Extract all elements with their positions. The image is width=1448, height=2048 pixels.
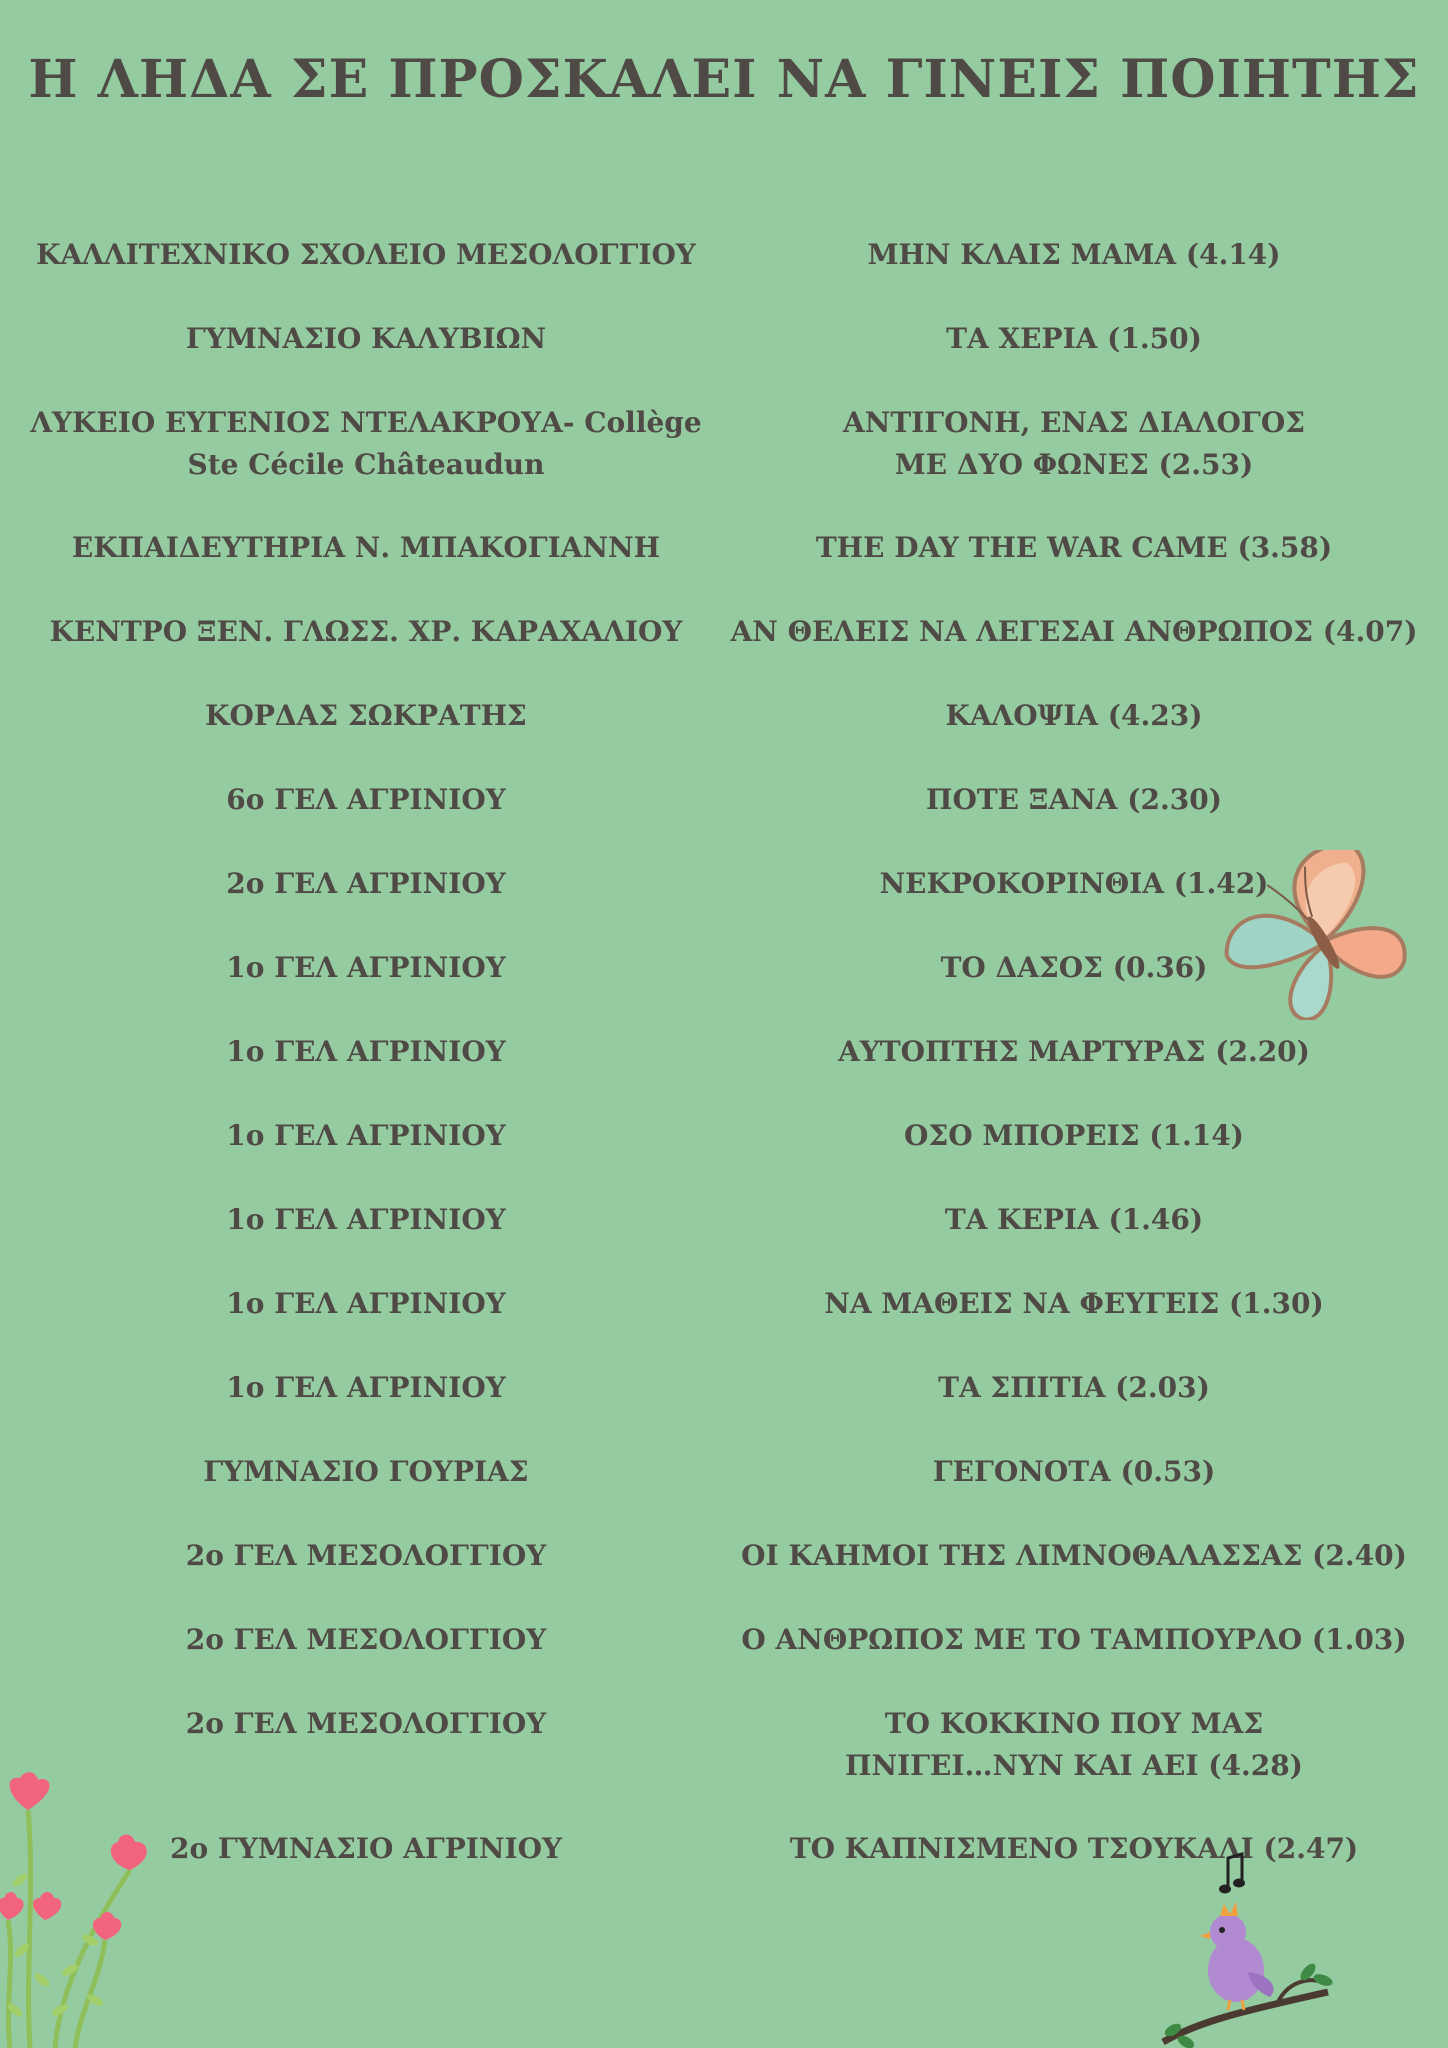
school-name: 2ο ΓΕΛ ΜΕΣΟΛΟΓΓΙΟΥ: [185, 1539, 547, 1572]
poem-title: ΟΙ ΚΑΗΜΟΙ ΤΗΣ ΛΙΜΝΟΘΑΛΑΣΣΑΣ (2.40): [741, 1539, 1407, 1572]
poem-title: ΜΗΝ ΚΛΑΙΣ ΜΑΜΑ (4.14): [867, 238, 1281, 271]
music-note-icon: [1218, 1852, 1248, 1898]
poem-title: ΤΟ ΚΟΚΚΙΝΟ ΠΟΥ ΜΑΣ ΠΝΙΓΕΙ…ΝΥΝ ΚΑΙ ΑΕΙ (4.28): [845, 1707, 1303, 1782]
school-name: 2ο ΓΕΛ ΜΕΣΟΛΟΓΓΙΟΥ: [185, 1623, 547, 1656]
poem-title: ΠΟΤΕ ΞΑΝΑ (2.30): [926, 783, 1222, 816]
school-name: 1ο ΓΕΛ ΑΓΡΙΝΙΟΥ: [226, 1119, 506, 1152]
poem-title: ΑΝ ΘΕΛΕΙΣ ΝΑ ΛΕΓΕΣΑΙ ΑΝΘΡΩΠΟΣ (4.07): [730, 615, 1418, 648]
poem-title: ΝΕΚΡΟΚΟΡΙΝΘΙΑ (1.42): [879, 867, 1269, 900]
poem-title: ΤΑ ΧΕΡΙΑ (1.50): [946, 322, 1202, 355]
poem-title: ΝΑ ΜΑΘΕΙΣ ΝΑ ΦΕΥΓΕΙΣ (1.30): [824, 1287, 1324, 1320]
school-name: 2ο ΓΕΛ ΜΕΣΟΛΟΓΓΙΟΥ: [185, 1707, 547, 1740]
poem-title: ΑΝΤΙΓΟΝΗ, ΕΝΑΣ ΔΙΑΛΟΓΟΣ ΜΕ ΔΥΟ ΦΩΝΕΣ (2.53): [843, 406, 1305, 481]
poem-title: ΤΟ ΚΑΠΝΙΣΜΕΝΟ ΤΣΟΥΚΑΛΙ (2.47): [789, 1832, 1359, 1865]
poem-title: THE DAY THE WAR CAME (3.58): [815, 531, 1333, 564]
school-name: ΓΥΜΝΑΣΙΟ ΚΑΛΥΒΙΩΝ: [185, 322, 547, 355]
school-name: 2ο ΓΕΛ ΑΓΡΙΝΙΟΥ: [226, 867, 506, 900]
school-name: 1ο ΓΕΛ ΑΓΡΙΝΙΟΥ: [226, 1203, 506, 1236]
school-name: 1ο ΓΕΛ ΑΓΡΙΝΙΟΥ: [226, 951, 506, 984]
poem-title: ΑΥΤΟΠΤΗΣ ΜΑΡΤΥΡΑΣ (2.20): [838, 1035, 1310, 1068]
poem-title: ΓΕΓΟΝΟΤΑ (0.53): [932, 1455, 1216, 1488]
school-name: ΚΑΛΛΙΤΕΧΝΙΚΟ ΣΧΟΛΕΙΟ ΜΕΣΟΛΟΓΓΙΟΥ: [36, 238, 696, 271]
school-name: 1ο ΓΕΛ ΑΓΡΙΝΙΟΥ: [226, 1371, 506, 1404]
school-name: 1ο ΓΕΛ ΑΓΡΙΝΙΟΥ: [226, 1287, 506, 1320]
poem-title: ΚΑΛΟΨΙΑ (4.23): [945, 699, 1203, 732]
poem-title: ΤΟ ΔΑΣΟΣ (0.36): [940, 951, 1208, 984]
school-name: ΕΚΠΑΙΔΕΥΤΗΡΙΑ Ν. ΜΠΑΚΟΓΙΑΝΝΗ: [71, 531, 661, 564]
school-name: 2ο ΓΥΜΝΑΣΙΟ ΑΓΡΙΝΙΟΥ: [170, 1832, 562, 1865]
page-title: Η ΛΗΔΑ ΣΕ ΠΡΟΣΚΑΛΕΙ ΝΑ ΓΙΝΕΙΣ ΠΟΙΗΤΗΣ: [28, 49, 1420, 110]
poem-title: Ο ΑΝΘΡΩΠΟΣ ΜΕ ΤΟ ΤΑΜΠΟΥΡΛΟ (1.03): [741, 1623, 1407, 1656]
poem-title: ΤΑ ΣΠΙΤΙΑ (2.03): [938, 1371, 1210, 1404]
poem-title: ΤΑ ΚΕΡΙΑ (1.46): [944, 1203, 1204, 1236]
school-name: ΓΥΜΝΑΣΙΟ ΓΟΥΡΙΑΣ: [203, 1455, 529, 1488]
school-name: 6ο ΓΕΛ ΑΓΡΙΝΙΟΥ: [226, 783, 506, 816]
school-name: ΚΟΡΔΑΣ ΣΩΚΡΑΤΗΣ: [205, 699, 527, 732]
school-name: 1ο ΓΕΛ ΑΓΡΙΝΙΟΥ: [226, 1035, 506, 1068]
bird-on-branch-illustration: [1158, 1902, 1338, 2048]
school-name: ΛΥΚΕΙΟ ΕΥΓΕΝΙΟΣ ΝΤΕΛΑΚΡΟΥΑ- Collège Ste Cécile Châteaudun: [30, 406, 702, 481]
pink-flowers-illustration: [0, 1770, 170, 2048]
butterfly-illustration: [1222, 850, 1414, 1020]
poem-title: ΟΣΟ ΜΠΟΡΕΙΣ (1.14): [904, 1119, 1244, 1152]
school-name: ΚΕΝΤΡΟ ΞΕΝ. ΓΛΩΣΣ. ΧΡ. ΚΑΡΑΧΑΛΙΟΥ: [49, 615, 683, 648]
